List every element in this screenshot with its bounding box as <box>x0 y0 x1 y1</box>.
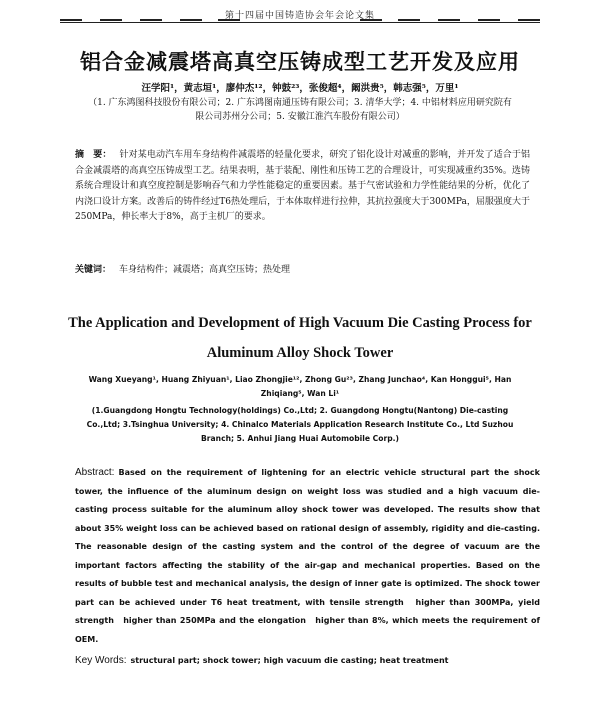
chinese-abstract-label: 摘 要： <box>75 150 112 160</box>
english-authors-line: Wang Xueyang¹, Huang Zhiyuan¹, Liao Zhongjie¹², Zhong Gu²³, Zhang Junchao⁴, Kan Honggui⁵, Han <box>88 375 512 384</box>
english-keywords-text: structural part; shock tower; high vacuum die casting; heat treatment <box>130 656 449 665</box>
chinese-keywords-text: 车身结构件；减震塔；高真空压铸；热处理 <box>119 265 291 275</box>
chinese-authors: 汪学阳¹，黄志垣¹，廖仲杰¹²，钟鼓²³，张俊超⁴，阚洪贵⁵，韩志强⁵，万里¹ <box>141 83 459 94</box>
english-keywords-label: Key Words: <box>75 655 127 666</box>
english-authors-line: Zhiqiang⁵, Wan Li¹ <box>260 389 340 398</box>
english-authors <box>25 373 575 401</box>
chinese-abstract <box>75 148 530 226</box>
english-abstract-text: Based on the requirement of lightening for an electric vehicle structural part the shock tower, the influence of the aluminum design on weight loss was studied and a high vacuum die-casting process suitable for the aluminum alloy shock tower was developed. The results show that about 35% weight loss can be achieved based on rational design of assembly, rigidity and die-casting. The reasonable design of the casting system and the control of the degree of vacuum are the important factors affecting the stability of the air-gap and mechanical properties. Based on the results of bubble test and mechanical analysis, the design of inner gate is optimized. The shock tower part can be achieved under T6 heat treatment, with tensile strength higher than 300MPa, yield strength higher than 250MPa and the elongation higher than 8%, which meets the requirement of OEM. <box>75 468 540 644</box>
chinese-affiliation-line: 限公司苏州分公司；5. 安徽江淮汽车股份有限公司） <box>195 112 405 122</box>
chinese-affiliations <box>55 96 545 124</box>
english-abstract-label: Abstract: <box>75 467 115 478</box>
chinese-abstract-text: 针对某电动汽车用车身结构件减震塔的轻量化要求，研究了铝化设计对减重的影响，并开发了适合于铝合金减震塔的高真空压铸成型工艺。结果表明，基于装配、刚性和压铸工艺的合理设计，可实现减重约35%。选铸系统合理设计和真空度控制是影响吞气和力学性能稳定的重要因素。基于气密试验和力学性能结果的分析，优化了内浇口设计方案。改善后的铸件经过T6热处理后，于本体取样进行拉伸，其抗拉强度大于300MPa，屈服强度大于250MPa，伸长率大于8%，高于主机厂的要求。 <box>75 150 530 222</box>
chinese-keywords <box>75 262 530 275</box>
english-title-line: Aluminum Alloy Shock Tower <box>206 345 394 361</box>
english-affiliation-line: Branch; 5. Anhui Jiang Huai Automobile Corp.) <box>201 434 399 443</box>
chinese-keywords-label: 关键词： <box>75 265 112 275</box>
header-rule <box>60 22 540 23</box>
english-keywords <box>75 655 540 666</box>
running-header: 第十四届中国铸造协会年会论文集 <box>224 11 375 21</box>
english-title-line: The Application and Development of High Vacuum Die Casting Process for <box>68 315 532 331</box>
english-affiliation-line: (1.Guangdong Hongtu Technology(holdings) Co.,Ltd; 2. Guangdong Hongtu(Nantong) Die-casting <box>91 406 509 415</box>
chinese-title: 铝合金减震塔高真空压铸成型工艺开发及应用 <box>80 50 520 74</box>
chinese-affiliation-line: （1. 广东鸿图科技股份有限公司；2. 广东鸿图南通压铸有限公司；3. 清华大学；4. 中铝材料应用研究院有 <box>88 98 512 108</box>
english-affiliations <box>60 404 540 446</box>
english-affiliation-line: Co.,Ltd; 3.Tsinghua University; 4. Chinalco Materials Application Research Institute Co., Ltd Suzhou <box>86 420 514 429</box>
english-abstract <box>75 464 540 649</box>
